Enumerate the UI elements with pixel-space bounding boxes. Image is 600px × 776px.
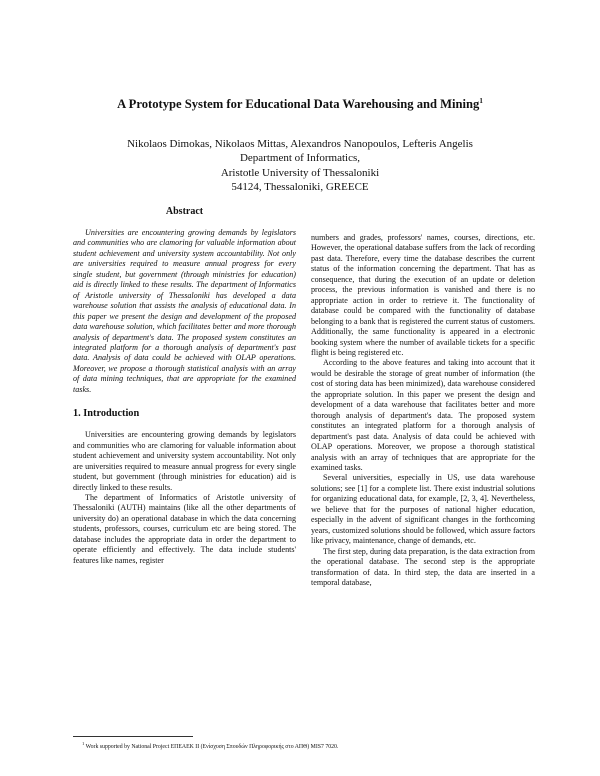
author-university: Aristotle University of Thessaloniki: [220, 166, 380, 179]
right-paragraph-4: The first step, during data preparation, is the data extraction from the operational database. The second step is the appropriate transformation of data. In third step, the data are inserted in a temporal database,: [311, 546, 535, 587]
right-column: [311, 233, 535, 588]
abstract-body: Universities are encountering growing demands by legislators and communities who are clamoring for valuable information about student achievement and university system accountability. Not only are universities required to measure annual progress for every single student, but government (through ministries for education) aid is directly linked to these results. The department of Informatics of Aristotle university of Thessaloniki has developed a data warehouse solution that assists the analysis of educational data. In this paper we present the design and development of the proposed data warehouse solution, which facilitates better and more thorough analysis of department's data. The proposed system constitutes an integrated platform for a thorough analysis of department's past data. Analysis of data could be achieved with OLAP operations. Moreover, we propose a thorough statistical analysis with an array of data mining techniques, that are appropriate for the examined tasks.: [73, 228, 296, 394]
author-address: 54124, Thessaloniki, GREECE: [231, 181, 369, 194]
left-column: [73, 206, 296, 566]
footnote-divider: [73, 736, 193, 737]
paper-title-text: A Prototype System for Educational Data Warehousing and Mining: [117, 97, 480, 112]
intro-paragraph-1: Universities are encountering growing demands by legislators and communities who are clamoring for valuable information about student achievement and university system accountability. Not only are universities required to measure annual progress for every single student, but government (through ministries for education) aid is directly linked to these results.: [73, 430, 296, 492]
right-paragraph-2: According to the above features and taking into account that it would be desirable the storage of great number of information (the cost of storing data has been minimized), data warehouse considered the appropriate solution. In this paper we present the design and development of a data warehouse that facilitates better and more thorough analysis of department's data. The proposed system constitutes an integrated platform for a thorough analysis of department's past data. Analysis of data could be achieved with OLAP operations. Moreover, we propose a thorough statistical analysis with an array of techniques that are appropriate for the examined tasks.: [311, 358, 535, 472]
author-names: Nikolaos Dimokas, Nikolaos Mittas, Alexandros Nanopoulos, Lefteris Angelis: [127, 138, 473, 150]
intro-paragraph-2: The department of Informatics of Aristotle university of Thessaloniki (AUTH) maintains (like all the other departments of university do) an operational database in which the data concerning students, professors, courses, curriculum etc are being stored. The database includes the appropriate data in order the department to operate efficiently and effectively. The data include students' features like names, register: [73, 492, 296, 565]
introduction-heading: 1. Introduction: [73, 408, 140, 420]
title-footnote-mark: 1: [479, 97, 483, 105]
footnote-mark: 1: [82, 741, 85, 746]
abstract-heading: Abstract: [165, 206, 204, 217]
right-paragraph-1: numbers and grades, professors' names, courses, directions, etc. However, the operational database suffers from the lack of recording past data. Therefore, every time the database describes the current status of the information concerning the department. That has as consequence, that during the execution of an update or deletion process, the previous information is vanished and there is no appropriate action in order to retrieve it. The functionality of database could be compared with the functionality of database belonging to a bank that is registered the current status of customers. Additionally, the same functionality is appeared in a electronic booking system where the number of available tickets for a specific flight is being registered etc.: [311, 233, 535, 357]
footnote-text: Work supported by National Project ΕΠΕΑΕΚ ΙΙ (Ενίσχυση Σπουδών Πληροφορικής στο ΑΠΘ) MIS7 7020.: [85, 743, 339, 750]
footnote: [82, 740, 338, 751]
right-paragraph-3: Several universities, especially in US, use data warehouse solutions; see [1] for a complete list. There exist industrial solutions for organizing educational data, for example, [2, 3, 4]. Nevertheless, we believe that for the purposes of national higher education, especially in the advent of significant changes in the forthcoming years, customized solutions should be followed, which assure factors like privacy, maintenance, change of demands, etc.: [311, 473, 535, 546]
author-block: [60, 137, 540, 195]
author-department: Department of Informatics,: [239, 152, 361, 165]
paper-title: [60, 94, 540, 112]
